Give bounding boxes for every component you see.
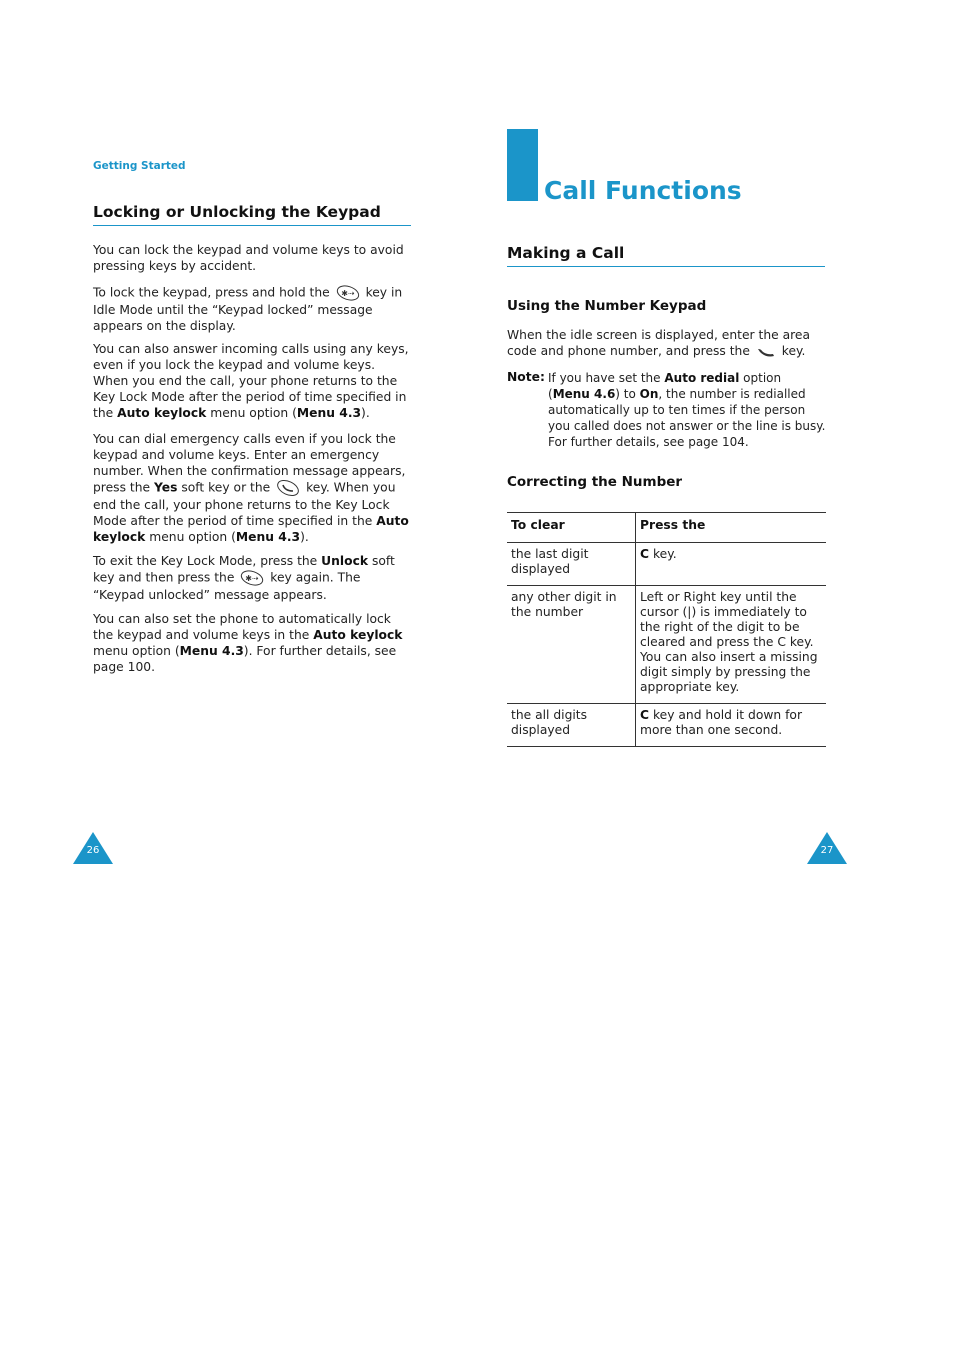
- page-number-left: 26: [73, 832, 113, 864]
- table-cell: the all digits displayed: [507, 704, 636, 747]
- table-row: [507, 704, 826, 747]
- section-label: Getting Started: [93, 160, 186, 172]
- left-heading: Locking or Unlocking the Keypad: [93, 203, 411, 226]
- send-key-icon: [276, 479, 300, 497]
- svg-text:✱⇢: ✱⇢: [245, 574, 260, 583]
- star-key-icon: [336, 284, 360, 302]
- subheading-correcting-number: Correcting the Number: [507, 474, 683, 490]
- left-paragraph-4: You can dial emergency calls even if you lock the keypad and volume keys. Enter an emergency number. When the confirmation message appears, press the Yes soft key or the key. When you end the call, your phone returns to the Key Lock Mode after the period of time specified in the Auto keylock menu option (Menu 4.3).: [93, 432, 409, 544]
- table-row: [507, 586, 826, 704]
- table-cell: C key and hold it down for more than one second.: [640, 708, 803, 737]
- table-cell: any other digit in the number: [507, 586, 636, 704]
- send-key-icon: [756, 346, 776, 358]
- table-cell: Left or Right key until the cursor (|) is immediately to the right of the digit to be cleared and press the C key. You can also insert a missing digit simply by pressing the appropriate key.: [640, 590, 818, 694]
- chapter-title: Call Functions: [544, 176, 742, 205]
- page-number-right: 27: [807, 832, 847, 864]
- table-cell: C key.: [640, 547, 677, 561]
- table-row: [507, 543, 826, 586]
- correction-table: [507, 512, 826, 747]
- left-paragraph-3: You can also answer incoming calls using any keys, even if you lock the keypad and volume keys. When you end the call, your phone returns to the Key Lock Mode after the period of time specified in the Auto keylock menu option (Menu 4.3).: [93, 342, 409, 420]
- note-label: Note:: [507, 370, 545, 384]
- star-key-icon: [240, 569, 264, 587]
- table-header-cell: Press the: [640, 518, 706, 532]
- table-header-cell: To clear: [507, 513, 636, 543]
- table-cell: the last digit displayed: [507, 543, 636, 586]
- left-paragraph-1: You can lock the keypad and volume keys to avoid pressing keys by accident.: [93, 243, 404, 273]
- right-paragraph-1: When the idle screen is displayed, enter the area code and phone number, and press the key.: [507, 328, 811, 358]
- left-paragraph-2: To lock the keypad, press and hold the ✱⇢ key in Idle Mode until the “Keypad locked” message appears on the display.: [93, 284, 411, 334]
- table-header-row: [507, 513, 826, 543]
- svg-text:✱⇢: ✱⇢: [340, 289, 355, 298]
- subheading-number-keypad: Using the Number Keypad: [507, 298, 707, 314]
- left-paragraph-6: You can also set the phone to automatically lock the keypad and volume keys in the Auto keylock menu option (Menu 4.3). For further details, see page 100.: [93, 612, 403, 674]
- chapter-bar: [507, 129, 538, 201]
- right-heading: Making a Call: [507, 244, 825, 267]
- left-paragraph-5: To exit the Key Lock Mode, press the Unlock soft key and then press the ✱⇢ key again. The “Keypad unlocked” message appears.: [93, 554, 395, 602]
- note-body: If you have set the Auto redial option (Menu 4.6) to On, the number is redialled automatically up to ten times if the person you called does not answer or the line is busy. For further details, see page 104.: [548, 371, 826, 449]
